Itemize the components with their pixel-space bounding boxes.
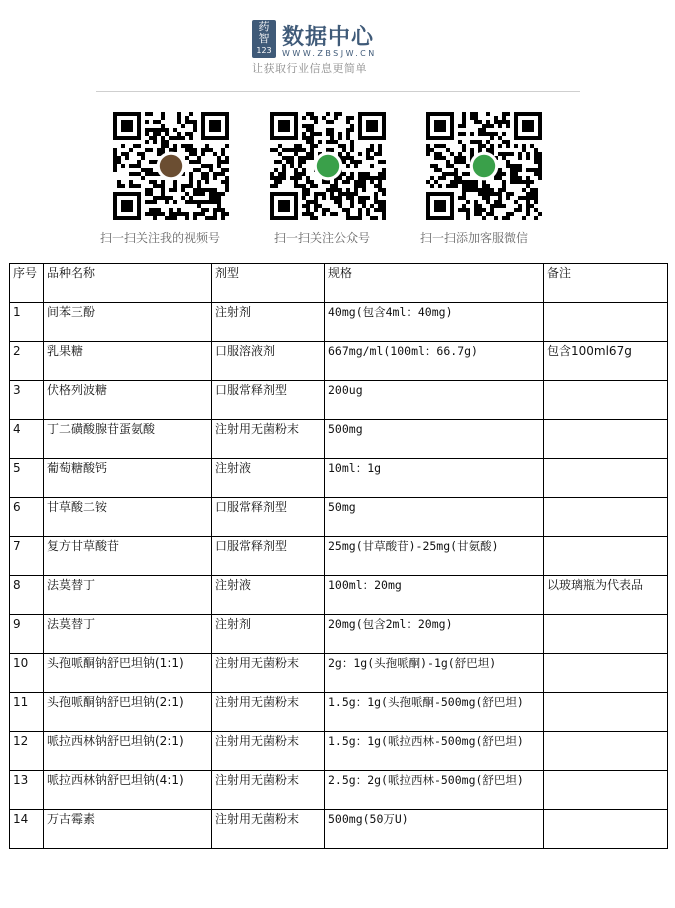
cell-spec: 500mg: [325, 420, 544, 459]
cell-no: 8: [10, 576, 44, 615]
cell-no: 12: [10, 732, 44, 771]
cell-name: 丁二磺酸腺苷蛋氨酸: [44, 420, 212, 459]
qr-code-customer-service-icon: [426, 112, 542, 220]
table-row: [10, 342, 668, 381]
logo-line-3: 123: [256, 46, 272, 55]
cell-form: 注射剂: [212, 615, 325, 654]
cell-note: [544, 654, 668, 693]
header-form: 剂型: [212, 264, 325, 303]
header-spec: 规格: [325, 264, 544, 303]
cell-note: [544, 498, 668, 537]
cell-note: [544, 732, 668, 771]
cell-form: 口服溶液剂: [212, 342, 325, 381]
cell-form: 注射用无菌粉末: [212, 810, 325, 849]
cell-form: 注射用无菌粉末: [212, 771, 325, 810]
cell-form: 口服常释剂型: [212, 498, 325, 537]
table-row: [10, 615, 668, 654]
cell-name: 头孢哌酮钠舒巴坦钠(2:1): [44, 693, 212, 732]
header-no: 序号: [10, 264, 44, 303]
cell-note: [544, 810, 668, 849]
cell-note: [544, 537, 668, 576]
qr-label-video: 扫一扫关注我的视频号: [100, 231, 221, 245]
cell-note: [544, 459, 668, 498]
table-row: [10, 537, 668, 576]
cell-no: 10: [10, 654, 44, 693]
cell-spec: 1.5g：1g(哌拉西林-500mg(舒巴坦): [325, 732, 544, 771]
cell-name: 头孢哌酮钠舒巴坦钠(1:1): [44, 654, 212, 693]
cell-no: 2: [10, 342, 44, 381]
cell-form: 注射用无菌粉末: [212, 732, 325, 771]
table-row: [10, 576, 668, 615]
cell-no: 1: [10, 303, 44, 342]
cell-form: 注射用无菌粉末: [212, 693, 325, 732]
table-header-row: [10, 264, 668, 303]
table-row: [10, 498, 668, 537]
table-row: [10, 771, 668, 810]
logo-line-1: 药: [258, 20, 270, 33]
cell-form: 注射用无菌粉末: [212, 654, 325, 693]
table-row: [10, 303, 668, 342]
qr-code-video-icon: [113, 112, 229, 220]
cell-name: 乳果糖: [44, 342, 212, 381]
cell-note: [544, 303, 668, 342]
cell-name: 哌拉西林钠舒巴坦钠(4:1): [44, 771, 212, 810]
cell-no: 9: [10, 615, 44, 654]
cell-form: 口服常释剂型: [212, 537, 325, 576]
cell-no: 4: [10, 420, 44, 459]
cell-spec: 50mg: [325, 498, 544, 537]
cell-form: 注射液: [212, 576, 325, 615]
cell-form: 注射液: [212, 459, 325, 498]
cell-no: 7: [10, 537, 44, 576]
cell-note: [544, 615, 668, 654]
cell-spec: 40mg(包含4ml：40mg): [325, 303, 544, 342]
cell-name: 伏格列波糖: [44, 381, 212, 420]
logo-line-2: 智: [258, 32, 270, 45]
drug-table: [9, 263, 668, 849]
cell-note: [544, 420, 668, 459]
header-divider: [96, 91, 580, 92]
cell-form: 注射用无菌粉末: [212, 420, 325, 459]
header-note: 备注: [544, 264, 668, 303]
cell-spec: 25mg(甘草酸苷)-25mg(甘氨酸): [325, 537, 544, 576]
brand-url: WWW.ZBSJW.CN: [282, 49, 377, 58]
cell-form: 口服常释剂型: [212, 381, 325, 420]
cell-spec: 2.5g：2g(哌拉西林-500mg(舒巴坦): [325, 771, 544, 810]
brand-title: 数据中心: [282, 25, 375, 50]
cell-name: 法莫替丁: [44, 576, 212, 615]
cell-name: 葡萄糖酸钙: [44, 459, 212, 498]
cell-no: 13: [10, 771, 44, 810]
logo-icon: [252, 20, 276, 58]
cell-name: 复方甘草酸苷: [44, 537, 212, 576]
table-row: [10, 420, 668, 459]
cell-spec: 500mg(50万U): [325, 810, 544, 849]
cell-spec: 2g：1g(头孢哌酮)-1g(舒巴坦): [325, 654, 544, 693]
table-row: [10, 381, 668, 420]
cell-no: 14: [10, 810, 44, 849]
cell-spec: 200ug: [325, 381, 544, 420]
cell-name: 哌拉西林钠舒巴坦钠(2:1): [44, 732, 212, 771]
cell-spec: 1.5g：1g(头孢哌酮-500mg(舒巴坦): [325, 693, 544, 732]
cell-note: [544, 771, 668, 810]
cell-name: 甘草酸二铵: [44, 498, 212, 537]
table-row: [10, 459, 668, 498]
cell-spec: 100ml：20mg: [325, 576, 544, 615]
cell-form: 注射剂: [212, 303, 325, 342]
table-row: [10, 810, 668, 849]
cell-spec: 20mg(包含2ml：20mg): [325, 615, 544, 654]
cell-no: 6: [10, 498, 44, 537]
cell-note: 以玻璃瓶为代表品: [544, 576, 668, 615]
cell-name: 间苯三酚: [44, 303, 212, 342]
table-row: [10, 654, 668, 693]
qr-label-customer-service: 扫一扫添加客服微信: [420, 231, 529, 245]
qr-code-official-account-icon: [270, 112, 386, 220]
tagline: 让获取行业信息更简单: [252, 62, 367, 75]
cell-note: [544, 381, 668, 420]
cell-note: [544, 693, 668, 732]
table-row: [10, 693, 668, 732]
cell-spec: 10ml：1g: [325, 459, 544, 498]
cell-spec: 667mg/ml(100ml：66.7g): [325, 342, 544, 381]
qr-label-official-account: 扫一扫关注公众号: [274, 231, 371, 245]
cell-name: 万古霉素: [44, 810, 212, 849]
cell-name: 法莫替丁: [44, 615, 212, 654]
cell-no: 11: [10, 693, 44, 732]
cell-note: 包含100ml67g: [544, 342, 668, 381]
cell-no: 3: [10, 381, 44, 420]
cell-no: 5: [10, 459, 44, 498]
header-name: 品种名称: [44, 264, 212, 303]
table-row: [10, 732, 668, 771]
